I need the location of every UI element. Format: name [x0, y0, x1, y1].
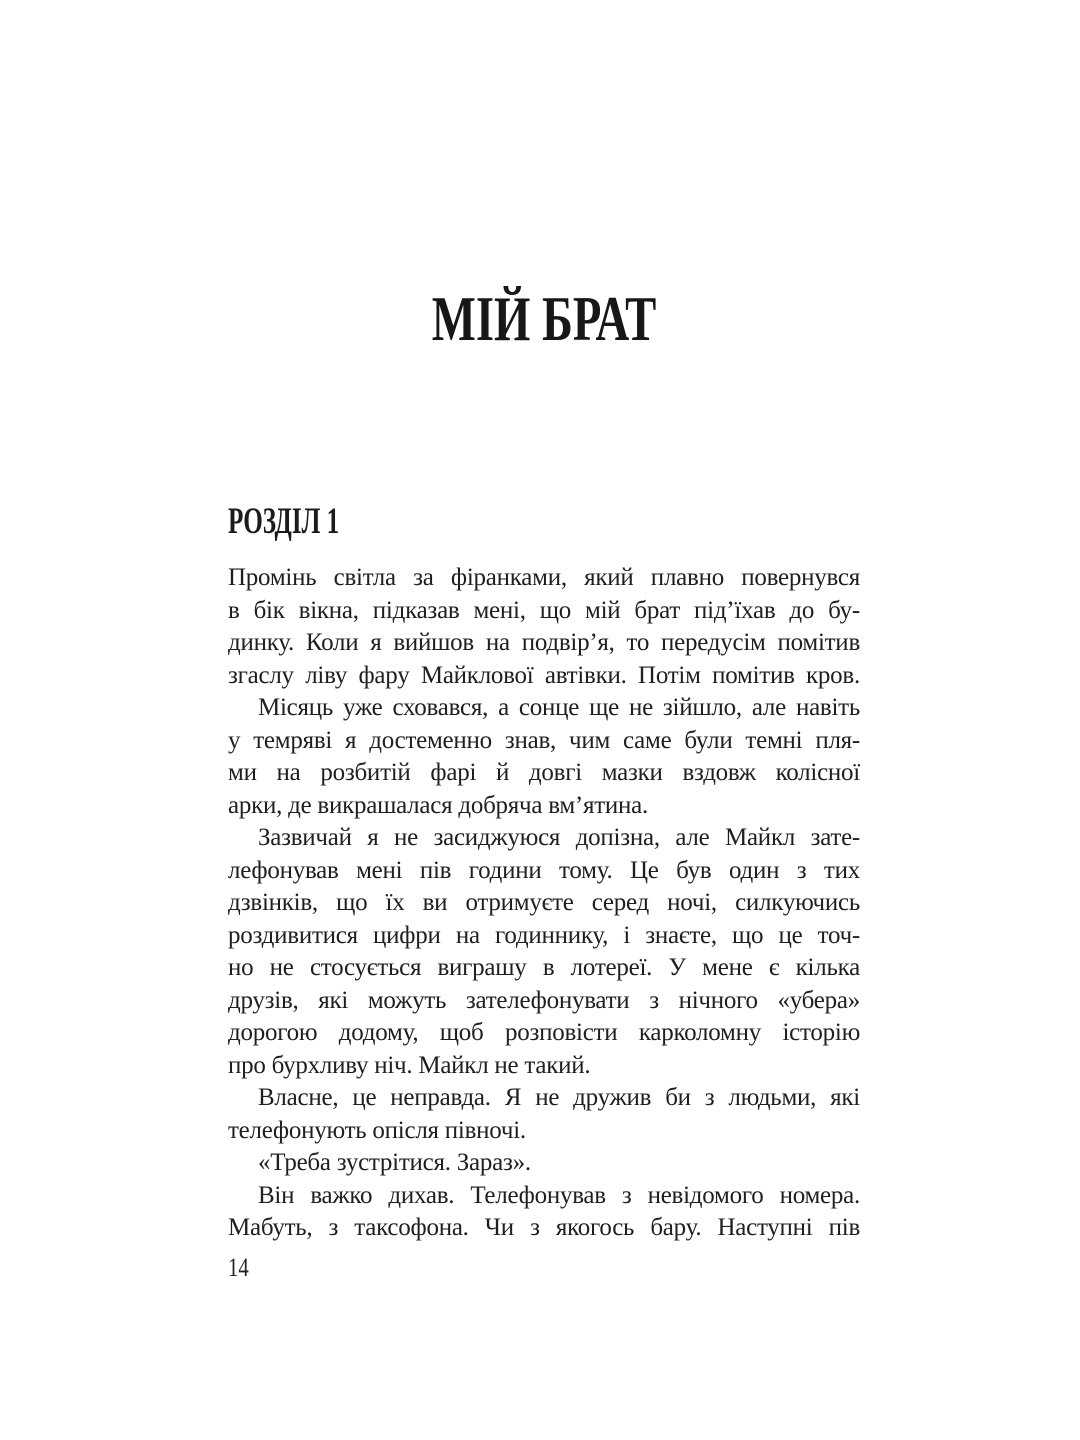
text-line: Власне, це неправда. Я не дружив би з людьми, які: [258, 1084, 860, 1111]
text-line: но не стосується виграшу в лотереї. У мене є кілька: [228, 954, 860, 981]
text-line: про бурхливу ніч. Майкл не такий.: [228, 1051, 591, 1079]
text-line: арки, де викрашалася добряча вм’ятина.: [228, 791, 649, 819]
paragraph: [228, 822, 860, 1082]
text-line: роздивитися цифри на годиннику, і знаєте, що це точ-: [228, 921, 860, 949]
text-line: у темряві я достеменно знав, чим саме були темні пля-: [228, 726, 860, 754]
text-line: Зазвичай я не засиджуюся допізна, але Майкл зате-: [258, 824, 860, 851]
paragraph: [228, 1082, 860, 1147]
text-line: згаслу ліву фару Майклової автівки. Потім помітив кров.: [228, 661, 860, 689]
text-line: Місяць уже сховався, а сонце ще не зійшло, але навіть: [258, 694, 860, 721]
text-line: ми на розбитій фарі й довгі мазки вздовж колісної: [228, 759, 860, 786]
paragraph: [228, 562, 860, 692]
paragraph: [228, 1147, 860, 1180]
text-line: Промінь світла за фіранками, який плавно повернувся: [228, 564, 860, 591]
text-line: друзів, які можуть зателефонувати з нічного «убера»: [228, 986, 860, 1014]
text-line: телефонують опісля півночі.: [228, 1116, 526, 1144]
text-line: дзвінків, що їх ви отримуєте серед ночі, силкуючись: [228, 889, 860, 916]
text-line: дорогою додому, щоб розповісти карколомну історію: [228, 1019, 860, 1046]
text-line: в бік вікна, підказав мені, що мій брат під’їхав до бу-: [228, 596, 860, 624]
text-line: динку. Коли я вийшов на подвір’я, то передусім помітив: [228, 629, 860, 656]
text-line: Мабуть, з таксофона. Чи з якогось бару. Наступні пів: [228, 1214, 860, 1241]
text-line: «Треба зустрітися. Зараз».: [258, 1149, 531, 1176]
body-text: [228, 562, 860, 1245]
chapter-heading: РОЗДІЛ 1: [228, 501, 340, 542]
text-line: Він важко дихав. Телефонував з невідомого номера.: [258, 1181, 860, 1209]
text-line: лефонував мені пів години тому. Це був один з тих: [228, 856, 860, 884]
paragraph: [228, 1180, 860, 1245]
book-title: МІЙ БРАТ: [431, 283, 657, 354]
page-number: 14: [228, 1253, 249, 1282]
paragraph: [228, 692, 860, 822]
